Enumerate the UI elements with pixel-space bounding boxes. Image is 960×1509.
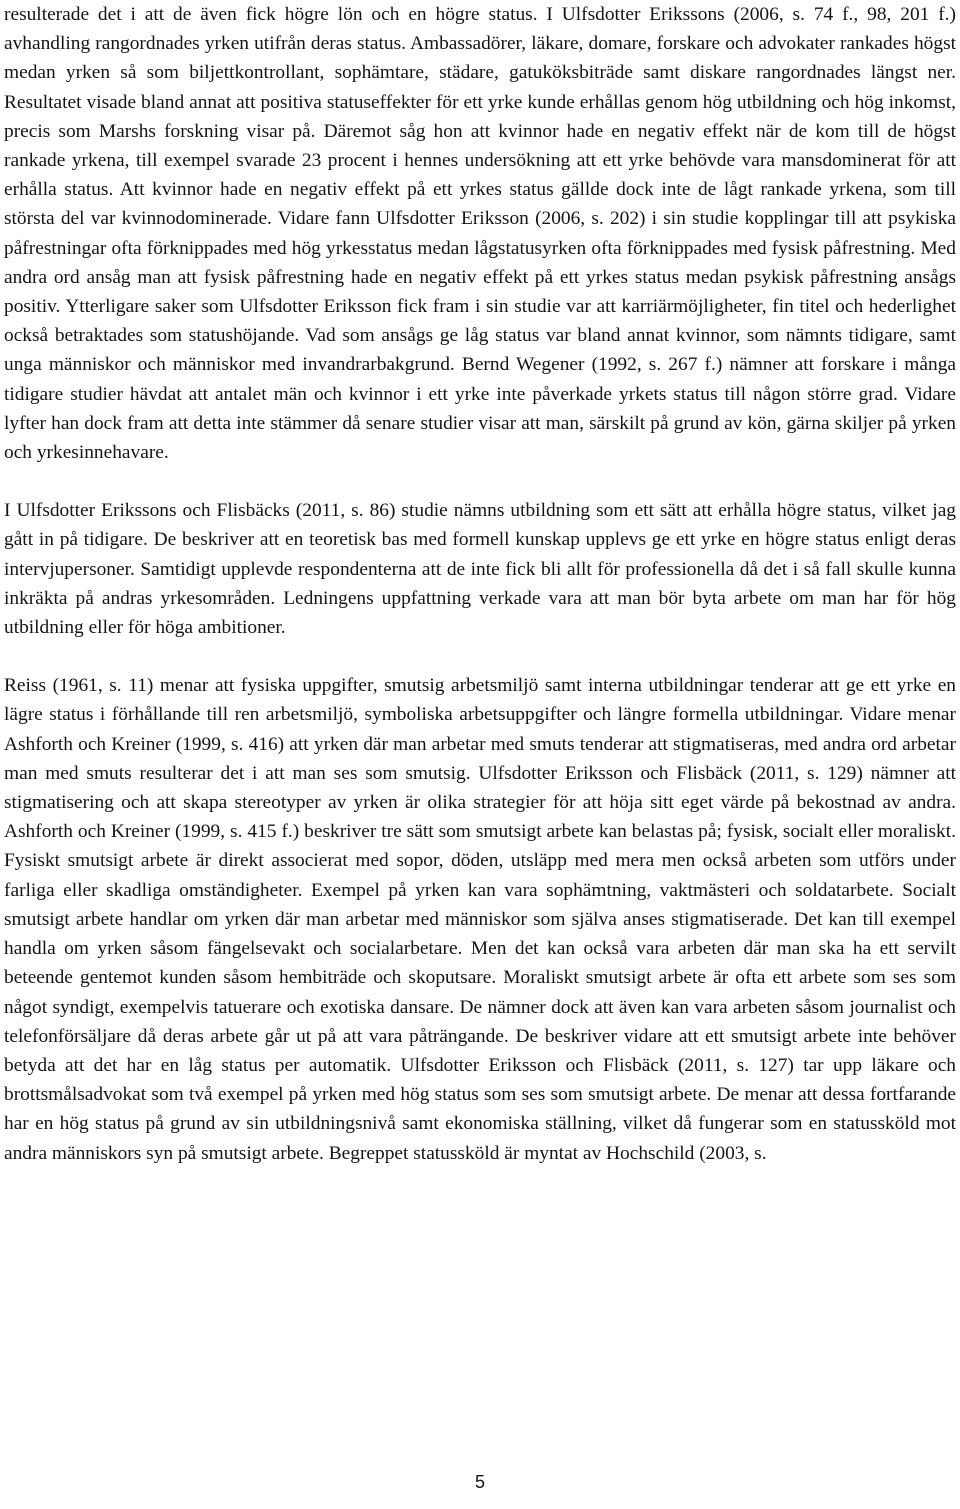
page-number: 5 xyxy=(474,1472,485,1492)
paragraph-education-status: I Ulfsdotter Erikssons och Flisbäcks (2011, s. 86) studie nämns utbildning som ett sätt att erhålla högre status, vilket jag gått in på tidigare. De beskriver att en teoretisk bas med formell kunskap upplevs ge ett yrke en högre status enligt deras intervjupersoner. Samtidigt upplevde respondenterna att de inte fick bli allt för professionella då det i så fall skulle kunna inkräkta på andras yrkesområden. Ledningens uppfattning verkade vara att man bör byta arbete om man har för hög utbildning eller för höga ambitioner. xyxy=(4,500,956,639)
paragraph-dirty-work: Reiss (1961, s. 11) menar att fysiska uppgifter, smutsig arbetsmiljö samt interna utbildningar tenderar att ge ett yrke en lägre status i förhållande till ren arbetsmiljö, symboliska arbetsuppgifter och längre formella utbildningar. Vidare menar Ashforth och Kreiner (1999, s. 416) att yrken där man arbetar med smuts tenderar att stigmatiseras, med andra ord arbetar man med smuts resulterar det i att man ses som smutsig. Ulfsdotter Eriksson och Flisbäck (2011, s. 129) nämner att stigmatisering och att skapa stereotyper av yrken är olika strategier för att höja sitt eget värde på bekostnad av andra. Ashforth och Kreiner (1999, s. 415 f.) beskriver tre sätt som smutsigt arbete kan belastas på; fysisk, socialt eller moraliskt. Fysiskt smutsigt arbete är direkt associerat med sopor, döden, utsläpp med mera men också arbeten som utförs under farliga eller skadliga omständigheter. Exempel på yrken kan vara sophämtning, vaktmästeri och soldatarbete. Socialt smutsigt arbete handlar om yrken där man arbetar med människor som själva anses stigmatiserade. Det kan till exempel handla om yrken såsom fängelsevakt och socialarbetare. Men det kan också vara arbeten där man ska ha ett servilt beteende gentemot kunden såsom hembiträde och skoputsare. Moraliskt smutsigt arbete är ofta ett arbete som ses som något syndigt, exempelvis tatuerare och exotiska dansare. De nämner dock att även kan vara arbeten såsom journalist och telefonförsäljare då deras arbete går ut på att vara påträngande. De beskriver vidare att ett smutsigt arbete inte behöver betyda att det har en låg status per automatik. Ulfsdotter Eriksson och Flisbäck (2011, s. 127) tar upp läkare och brottsmålsadvokat som två exempel på yrken med hög status som ses som smutsigt arbete. De menar att dessa fortfarande har en hög status på grund av sin utbildningsnivå samt ekonomiska ställning, vilket då fungerar som en statussköld mot andra människors syn på smutsigt arbete. Begreppet statussköld är myntat av Hochschild (2003, s. xyxy=(4,675,956,1164)
document-page xyxy=(4,0,956,1168)
paragraph-status-ranking: resulterade det i att de även fick högre lön och en högre status. I Ulfsdotter Erikssons (2006, s. 74 f., 98, 201 f.) avhandling rangordnades yrken utifrån deras status. Ambassadörer, läkare, domare, forskare och advokater rankades högst medan yrken så som biljettkontrollant, sophämtare, städare, gatuköksbiträde samt diskare rangordnades längst ner. Resultatet visade bland annat att positiva statuseffekter för ett yrke kunde erhållas genom hög utbildning och hög inkomst, precis som Marshs forskning visar på. Däremot såg hon att kvinnor hade en negativ effekt när de kom till de högst rankade yrkena, till exempel svarade 23 procent i hennes undersökning att ett yrke behövde vara mansdominerat för att erhålla status. Att kvinnor hade en negativ effekt på ett yrkes status gällde dock inte de lågt rankade yrkena, som till största del var kvinnodominerade. Vidare fann Ulfsdotter Eriksson (2006, s. 202) i sin studie kopplingar till att psykiska påfrestningar ofta förknippades med hög yrkesstatus medan lågstatusyrken ofta förknippades med fysisk påfrestning. Med andra ord ansåg man att fysisk påfrestning hade en negativ effekt på ett yrkes status medan psykisk påfrestning ansågs positiv. Ytterligare saker som Ulfsdotter Eriksson fick fram i sin studie var att karriärmöjligheter, fin titel och hederlighet också betraktades som statushöjande. Vad som ansågs ge låg status var bland annat kvinnor, som nämnts tidigare, samt unga människor och människor med invandrarbakgrund. Bernd Wegener (1992, s. 267 f.) nämner att forskare i många tidigare studier hävdat att antalet män och kvinnor i ett yrke inte påverkade yrkets status till någon större grad. Vidare lyfter han dock fram att detta inte stämmer då senare studier visar att man, särskilt på grund av kön, gärna skiljer på yrken och yrkesinnehavare. xyxy=(4,4,956,464)
